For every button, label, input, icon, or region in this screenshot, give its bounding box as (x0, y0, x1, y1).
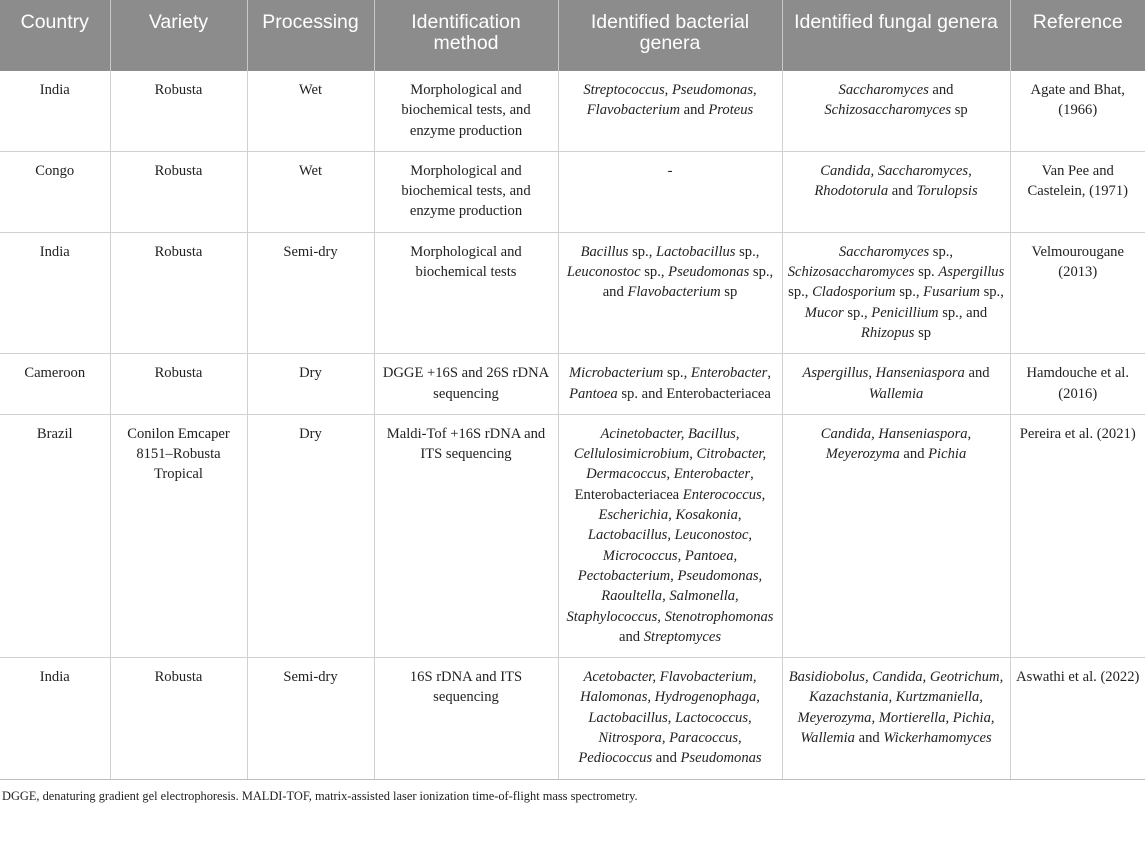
cell-fungal-genera: Candida, Hanseniaspora, Meyerozyma and Pichia (782, 414, 1010, 657)
header-variety: Variety (110, 0, 247, 71)
table-row (0, 354, 1145, 415)
cell-country: Brazil (0, 414, 110, 657)
cell-variety: Robusta (110, 658, 247, 779)
cell-variety: Robusta (110, 232, 247, 353)
cell-reference: Agate and Bhat, (1966) (1010, 71, 1145, 151)
header-identification-method: Identification method (374, 0, 558, 71)
cell-processing: Dry (247, 354, 374, 415)
header-reference: Reference (1010, 0, 1145, 71)
cell-country: India (0, 71, 110, 151)
cell-variety: Robusta (110, 151, 247, 232)
table-row (0, 658, 1145, 779)
table-row (0, 71, 1145, 151)
cell-variety: Robusta (110, 354, 247, 415)
cell-reference: Van Pee and Castelein, (1971) (1010, 151, 1145, 232)
cell-country: Cameroon (0, 354, 110, 415)
table-row (0, 414, 1145, 657)
cell-country: India (0, 658, 110, 779)
cell-processing: Dry (247, 414, 374, 657)
cell-identification-method: DGGE +16S and 26S rDNA sequencing (374, 354, 558, 415)
table-row (0, 151, 1145, 232)
cell-bacterial-genera: Bacillus sp., Lactobacillus sp., Leuconostoc sp., Pseudomonas sp., and Flavobacterium sp (558, 232, 782, 353)
cell-identification-method: Morphological and biochemical tests (374, 232, 558, 353)
cell-identification-method: Morphological and biochemical tests, and enzyme production (374, 151, 558, 232)
cell-processing: Semi-dry (247, 658, 374, 779)
cell-reference: Velmourougane (2013) (1010, 232, 1145, 353)
table-header (0, 0, 1145, 71)
cell-identification-method: Maldi-Tof +16S rDNA and ITS sequencing (374, 414, 558, 657)
cell-fungal-genera: Aspergillus, Hanseniaspora and Wallemia (782, 354, 1010, 415)
cell-fungal-genera: Saccharomyces sp., Schizosaccharomyces sp. Aspergillus sp., Cladosporium sp., Fusarium sp., Mucor sp., Penicillium sp., and Rhizopus sp (782, 232, 1010, 353)
cell-fungal-genera: Candida, Saccharomyces, Rhodotorula and Torulopsis (782, 151, 1010, 232)
cell-bacterial-genera: Acinetobacter, Bacillus, Cellulosimicrobium, Citrobacter, Dermacoccus, Enterobacter, Enterobacteriacea Enterococcus, Escherichia, Kosakonia, Lactobacillus, Leuconostoc, Micrococcus, Pantoea, Pectobacterium, Pseudomonas, Raoultella, Salmonella, Staphylococcus, Stenotrophomonas and Streptomyces (558, 414, 782, 657)
cell-identification-method: 16S rDNA and ITS sequencing (374, 658, 558, 779)
header-fungal-genera: Identified fungal genera (782, 0, 1010, 71)
cell-bacterial-genera: Acetobacter, Flavobacterium, Halomonas, Hydrogenophaga, Lactobacillus, Lactococcus, Nitrospora, Paracoccus, Pediococcus and Pseudomonas (558, 658, 782, 779)
header-row (0, 0, 1145, 71)
table-footnote: DGGE, denaturing gradient gel electrophoresis. MALDI-TOF, matrix-assisted laser ionization time-of-flight mass spectrometry. (2, 788, 638, 803)
header-bacterial-genera: Identified bacterial genera (558, 0, 782, 71)
cell-bacterial-genera: Microbacterium sp., Enterobacter, Pantoea sp. and Enterobacteriacea (558, 354, 782, 415)
cell-processing: Wet (247, 151, 374, 232)
cell-bacterial-genera: - (558, 151, 782, 232)
cell-variety: Conilon Emcaper 8151–Robusta Tropical (110, 414, 247, 657)
cell-processing: Wet (247, 71, 374, 151)
cell-processing: Semi-dry (247, 232, 374, 353)
header-country: Country (0, 0, 110, 71)
header-processing: Processing (247, 0, 374, 71)
cell-variety: Robusta (110, 71, 247, 151)
cell-identification-method: Morphological and biochemical tests, and enzyme production (374, 71, 558, 151)
cell-reference: Pereira et al. (2021) (1010, 414, 1145, 657)
cell-reference: Aswathi et al. (2022) (1010, 658, 1145, 779)
cell-reference: Hamdouche et al. (2016) (1010, 354, 1145, 415)
cell-bacterial-genera: Streptococcus, Pseudomonas, Flavobacterium and Proteus (558, 71, 782, 151)
cell-fungal-genera: Saccharomyces and Schizosaccharomyces sp (782, 71, 1010, 151)
cell-country: India (0, 232, 110, 353)
cell-fungal-genera: Basidiobolus, Candida, Geotrichum, Kazachstania, Kurtzmaniella, Meyerozyma, Mortierella, Pichia, Wallemia and Wickerhamomyces (782, 658, 1010, 779)
table-row (0, 232, 1145, 353)
cell-country: Congo (0, 151, 110, 232)
table-body (0, 71, 1145, 779)
